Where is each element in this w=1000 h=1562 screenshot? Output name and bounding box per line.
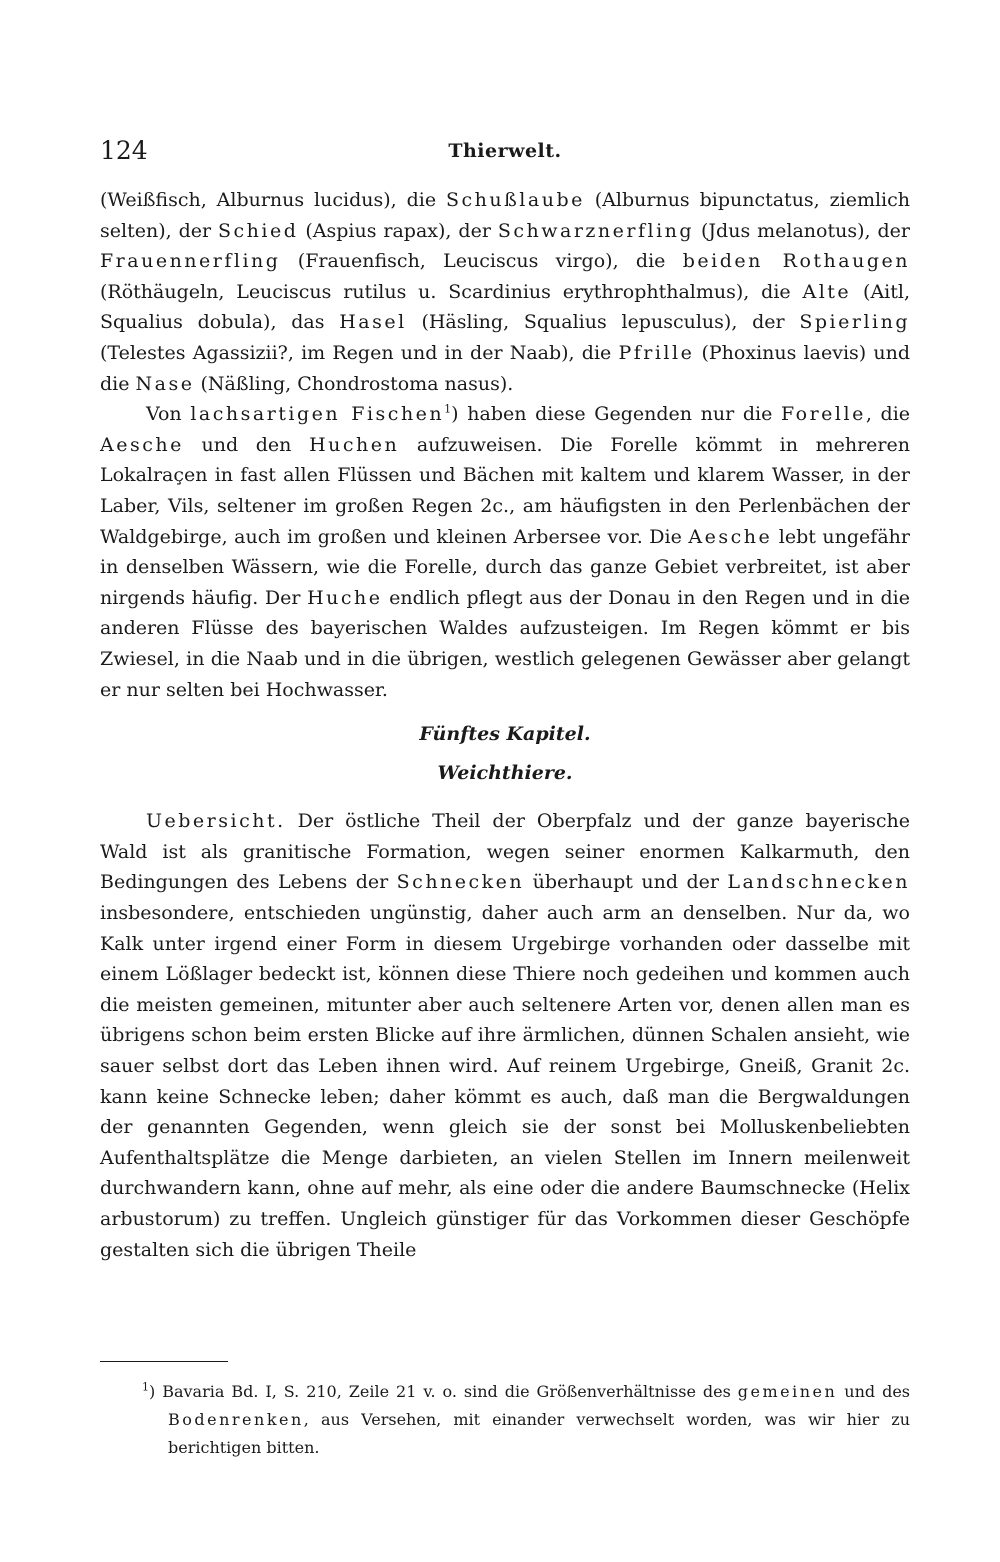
species-name: Nase	[135, 372, 195, 395]
species-name: Schußlaube	[445, 189, 585, 211]
footnote-paren: )	[149, 1382, 156, 1401]
footnote-marker: 1	[444, 402, 452, 416]
species-name: Aesche	[688, 525, 773, 548]
text-run: (Frauenfisch, Leuciscus virgo), die	[280, 250, 683, 273]
species-name: lachsartigen Fischen	[190, 403, 445, 426]
species-name: Alte	[802, 280, 852, 303]
species-name: Schnecken	[396, 871, 525, 894]
paragraph-lead: Uebersicht.	[146, 810, 286, 833]
species-name: Spierling	[799, 311, 910, 334]
paragraph-molluscs	[100, 806, 910, 1265]
species-name: Huchen	[309, 433, 400, 456]
emphasized-term: gemeinen	[737, 1382, 838, 1401]
page-header	[100, 136, 910, 170]
text-run: haben diese Gegenden nur die	[458, 403, 782, 426]
emphasized-term: Bodenrenken	[168, 1410, 304, 1429]
text-run: Der östliche Theil der Oberpfalz und der ganze bayerische Wald ist als granitische Formation, wegen seiner enormen Kalkarmuth, den Bedingungen des Lebens der	[100, 810, 910, 894]
running-head: Thierwelt.	[448, 140, 562, 162]
text-run: (Telestes Agassizii?, im Regen und in der Naab), die	[100, 341, 619, 364]
footnote	[100, 1378, 910, 1462]
chapter-heading: Fünftes Kapitel.	[419, 723, 591, 746]
species-name: Aesche	[100, 433, 184, 456]
text-run: (Jdus melanotus), der	[694, 219, 910, 242]
text-run: endlich pflegt aus der Donau in den Regen und in die anderen Flüsse des bayerischen Waldes aufzusteigen. Im Regen kömmt er bis Zwiesel, in die Naab und in die übrigen, westlich gelegenen Gewässer aber gelangt er nur selten bei Hochwasser.	[100, 586, 910, 701]
text-run: (Weißfisch, Alburnus lucidus), die	[100, 189, 446, 211]
page-number: 124	[100, 136, 148, 165]
text-run: (Aspius rapax), der	[298, 219, 498, 242]
section-heading: Weichthiere.	[437, 761, 573, 784]
text-run: , aus Versehen, mit einander verwechselt worden, was wir hier zu berichtigen bitten.	[168, 1410, 910, 1457]
text-run: (Röthäugeln, Leuciscus rutilus u. Scardinius erythrophthalmus), die	[100, 280, 803, 303]
text-run: überhaupt und der	[524, 871, 728, 894]
species-name: Schwarznerfling	[497, 219, 695, 242]
footnote-number: 1	[142, 1380, 149, 1394]
paragraph-salmonids	[100, 399, 910, 705]
species-name: Frauennerfling	[100, 250, 281, 273]
footnote-divider	[100, 1361, 228, 1362]
species-name: Landschnecken	[727, 871, 910, 894]
species-name: Forelle	[781, 403, 866, 426]
body-text	[100, 185, 910, 1265]
text-run: aufzuweisen. Die Forelle kömmt in mehreren Lokalraçen in fast allen Flüssen und Bächen mit kaltem und klarem Wasser, in der Laber, Vils, seltener im großen Regen 2c., am häufigsten in den Perlenbächen der Waldgebirge, auch im großen und kleinen Arbersee vor. Die	[100, 433, 910, 548]
species-name: beiden Rothaugen	[682, 250, 910, 273]
text-run: und den	[183, 433, 310, 456]
text-run: (Häsling, Squalius lepusculus), der	[406, 311, 800, 334]
text-run: und des	[837, 1382, 911, 1401]
text-run: (Phoxinus laevis) und die	[100, 341, 910, 395]
text-run: Von	[146, 403, 191, 426]
text-run: insbesondere, entschieden ungünstig, daher auch arm an denselben. Nur da, wo Kalk unter irgend einer Form in diesem Urgebirge vorhanden oder dasselbe mit einem Lößlager bedeckt ist, können diese Thiere noch gedeihen und kommen auch die meisten gemeinen, mitunter aber auch seltenere Arten vor, denen allen man es übrigens schon beim ersten Blicke auf ihre ärmlichen, dünnen Schalen ansieht, wie sauer selbst dort das Leben ihnen wird. Auf reinem Urgebirge, Gneiß, Granit 2c. kann keine Schnecke leben; daher kömmt es auch, daß man die Bergwaldungen der genannten Gegenden, wenn gleich sie der sonst bei Molluskenbeliebten Aufenthaltsplätze die Menge darbieten, an vielen Stellen im Innern meilenweit durchwandern kann, ohne auf mehr, als eine oder die andere Baumschnecke (Helix arbustorum) zu treffen. Ungleich günstiger für das Vorkommen dieser Geschöpfe gestalten sich die übrigen Theile	[100, 902, 910, 1261]
species-name: Schied	[218, 219, 299, 242]
text-run: (Näßling, Chondrostoma nasus).	[194, 372, 514, 395]
text-run: Bavaria Bd. I, S. 210, Zeile 21 v. o. sind die Größenverhältnisse des	[155, 1382, 738, 1401]
footnote-paren: )	[451, 403, 459, 426]
species-name: Pfrille	[618, 341, 695, 364]
text-run: lebt ungefähr in denselben Wässern, wie die Forelle, durch das ganze Gebiet verbreitet, ist aber nirgends häufig. Der	[100, 525, 910, 609]
species-name: Huche	[307, 586, 383, 609]
species-name: Hasel	[339, 311, 407, 334]
paragraph-fish-list	[100, 185, 910, 399]
text-run: (Aitl, Squalius dobula), das	[100, 280, 910, 334]
text-run: (Alburnus bipunctatus, ziemlich selten), der	[100, 189, 910, 242]
footnote-text	[100, 1378, 910, 1462]
text-run: , die	[865, 403, 911, 426]
